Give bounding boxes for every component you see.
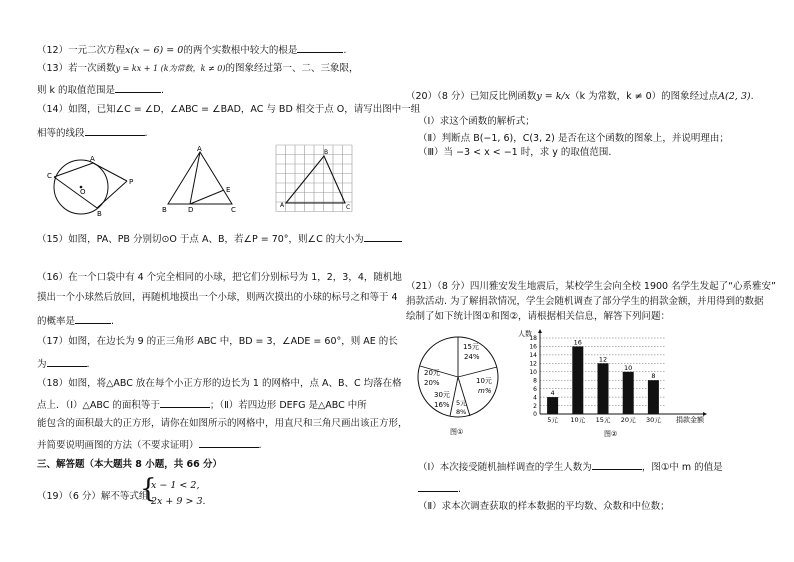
question-21-line2: 捐款活动. 为了解捐款情况，学生会随机调查了部分学生的捐款金额，并用得到的数据	[406, 296, 764, 307]
svg-text:8%: 8%	[456, 408, 467, 416]
question-21-line3: 绘制了如下统计图①和图②，请根据相关信息，解答下列问题：	[406, 311, 671, 322]
question-20-part2: （Ⅱ）判断点 B(−1, 6)，C(3, 2) 是否在这个函数的图象上，并说明理由；	[418, 133, 729, 144]
question-17-line2: 为 .	[37, 359, 90, 370]
q15-answer-blank[interactable]	[364, 232, 402, 242]
x-tick-label: 5元	[547, 416, 558, 424]
pie-slice-5	[456, 399, 467, 416]
y-axis-arrow	[538, 329, 542, 333]
y-tick-label: 8	[533, 377, 537, 385]
label-C: C	[47, 172, 52, 180]
question-17: （17）如图，在边长为 9 的正三角形 ABC 中，BD = 3，∠ADE = 60°，则 AE 的长	[37, 336, 398, 347]
question-19: （19）（6 分）解不等式组	[37, 491, 149, 502]
label-D: D	[188, 206, 194, 214]
q12-text: （12）一元二次方程	[37, 45, 126, 56]
y-tick-label: 2	[533, 402, 537, 410]
question-20-part3: （Ⅲ）当 −3 < x < −1 时，求 y 的取值范围.	[418, 147, 612, 158]
q18-method-blank[interactable]	[199, 438, 259, 448]
q16-answer-blank[interactable]	[75, 314, 111, 324]
label-O: O	[80, 188, 86, 196]
question-13: （13）若一次函数y = kx + 1 (k为常数，k ≠ 0)的图象经过第一、二、三象限，	[37, 63, 359, 74]
q14-answer-blank[interactable]	[85, 126, 145, 136]
x-tick-label: 20元	[620, 416, 636, 424]
label-B: B	[324, 149, 329, 156]
svg-text:30元: 30元	[434, 391, 450, 399]
label-P: P	[129, 178, 134, 186]
bar-value-label: 10	[624, 363, 633, 372]
question-15: （15）如图，PA、PB 分别切⊙O 于点 A、B，若∠P = 70°，则∠C 的大小为	[37, 232, 402, 246]
pie-chart-figure-1	[412, 333, 512, 437]
bar-30元	[648, 380, 659, 414]
y-tick-label: 10	[529, 368, 537, 376]
y-axis-label: 人数	[518, 330, 532, 338]
bar-chart-figure-2	[516, 328, 716, 440]
label-B: B	[97, 210, 102, 218]
q20-function: y = k/x	[536, 91, 571, 102]
bar-value-label: 12	[598, 355, 608, 364]
q12-answer-blank[interactable]	[297, 43, 343, 53]
label-A: A	[90, 155, 95, 163]
question-20: （20）（8 分）已知反比例函数y = k/x（k 为常数，k ≠ 0）的图象经过点A(2, 3).	[406, 91, 754, 102]
y-tick-label: 14	[529, 352, 537, 360]
question-12: （12）一元二次方程x(x − 6) = 0的两个实数根中较大的根是 .	[37, 45, 347, 56]
question-16: （16）在一个口袋中有 4 个完全相同的小球，把它们分别标号为 1，2，3，4，随机地	[37, 272, 402, 283]
system-brace: {	[140, 474, 157, 504]
svg-text:16%: 16%	[434, 401, 450, 409]
question-20-part1: （Ⅰ）求这个函数的解析式；	[418, 116, 535, 127]
q19-inequality-2: 2x + 9 > 3.	[151, 496, 206, 507]
label-E: E	[226, 186, 231, 194]
label-B: B	[162, 206, 167, 214]
bar-15元	[598, 363, 609, 414]
y-tick-label: 4	[533, 394, 537, 402]
svg-text:m%: m%	[478, 387, 492, 395]
question-21-part1: （Ⅰ）本次接受随机抽样调查的学生人数为 ，图①中 m 的值是	[418, 462, 723, 473]
y-tick-label: 12	[529, 360, 537, 368]
bar-value-label: 16	[573, 338, 582, 347]
question-16-line2: 摸出一个小球然后放回，再随机地摸出一个小球，则两次摸出的小球的标号之和等于 4	[37, 292, 398, 303]
triangle-figure	[160, 146, 240, 214]
bar-20元	[623, 372, 634, 414]
bar-10元	[572, 346, 583, 414]
q21-m-blank[interactable]	[418, 482, 458, 492]
question-14: （14）如图，已知∠C = ∠D，∠ABC = ∠BAD，AC 与 BD 相交于点 O，请写出图中一组	[37, 104, 421, 115]
question-21-part1-line2: .	[418, 482, 461, 496]
pie-slice-20	[424, 369, 440, 387]
bar-value-label: 8	[651, 372, 656, 381]
question-21-part2: （Ⅱ）求本次调查获取的样本数据的平均数、众数和中位数；	[418, 501, 670, 512]
label-C: C	[346, 204, 351, 211]
pie-slice-15	[463, 343, 480, 361]
question-18-line2: 点上．（Ⅰ）△ABC 的面积等于 ；（Ⅱ）若四边形 DEFG 是△ABC 中所	[37, 400, 367, 411]
question-13-line2: 则 k 的取值范围是 .	[37, 85, 165, 96]
q21-count-blank[interactable]	[592, 460, 642, 470]
svg-text:20元: 20元	[424, 369, 440, 377]
y-tick-label: 16	[529, 343, 537, 351]
question-21: （21）（8 分）四川雅安发生地震后，某校学生会向全校 1900 名学生发起了“心系雅安”	[406, 281, 776, 292]
question-14-line2: 相等的线段 .	[37, 128, 148, 139]
svg-text:24%: 24%	[464, 353, 480, 361]
section-3-heading: 三、解答题（本大题共 8 小题，共 66 分）	[37, 459, 223, 470]
x-tick-label: 30元	[646, 416, 661, 424]
question-18-line3: 能包含的面积最大的正方形，请你在如图所示的网格中，用直尺和三角尺画出该正方形，	[37, 418, 408, 429]
svg-text:5元: 5元	[456, 399, 467, 407]
q19-inequality-1: x − 1 < 2,	[151, 480, 200, 491]
pie-slice-10	[476, 377, 492, 395]
question-18: （18）如图，将△ABC 放在每个小正方形的边长为 1 的网格中，点 A、B、C 均落在格	[37, 378, 402, 389]
q13-equation: y = kx + 1 (k为常数，k ≠ 0)	[115, 64, 226, 73]
svg-text:10元: 10元	[476, 377, 492, 385]
y-tick-label: 0	[533, 411, 537, 419]
grid-figure	[272, 143, 362, 213]
y-tick-label: 18	[529, 335, 537, 343]
bar-5元	[547, 397, 558, 414]
question-16-line3: 的概率是 .	[37, 316, 115, 327]
label-A: A	[197, 145, 202, 153]
x-tick-label: 15元	[595, 416, 611, 424]
q12-text-2: 的两个实数根中较大的根是	[183, 45, 298, 56]
bar-value-label: 4	[550, 389, 555, 398]
label-A: A	[280, 202, 285, 209]
y-tick-label: 6	[533, 385, 537, 393]
svg-text:20%: 20%	[424, 379, 440, 387]
circle-tangent-figure	[40, 146, 140, 224]
label-C: C	[231, 206, 236, 214]
q13-answer-blank[interactable]	[115, 83, 161, 93]
bar-caption: 图②	[604, 430, 618, 438]
q12-equation: x(x − 6) = 0	[125, 45, 184, 56]
svg-text:15元: 15元	[463, 343, 479, 351]
pie-slice-30	[434, 391, 450, 409]
q18-area-blank[interactable]	[160, 398, 210, 408]
pie-caption: 图①	[450, 428, 464, 436]
q20-point: A(2, 3)	[718, 91, 751, 102]
x-tick-label: 10元	[570, 416, 586, 424]
question-18-line4: 并简要说明画图的方法（不要求证明） .	[37, 440, 262, 451]
q17-answer-blank[interactable]	[47, 357, 87, 367]
x-axis-label: 捐款金额	[676, 416, 704, 424]
